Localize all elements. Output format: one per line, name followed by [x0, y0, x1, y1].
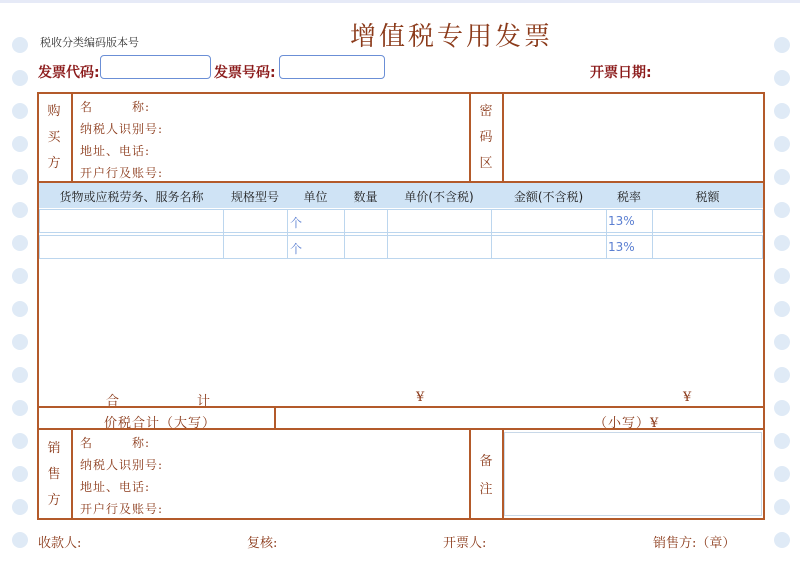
punch-hole: [774, 70, 790, 86]
punch-hole: [774, 235, 790, 251]
col-header-amount: 金额(不含税): [513, 190, 584, 204]
invoice-code-input[interactable]: [100, 55, 211, 79]
punch-hole: [12, 400, 28, 416]
total-tax-symbol: ¥: [683, 390, 693, 405]
col-header-spec: 规格型号: [230, 190, 279, 204]
punch-hole: [774, 400, 790, 416]
punch-hole: [12, 103, 28, 119]
column-separator: [606, 209, 607, 259]
column-separator: [344, 209, 345, 259]
punch-hole: [774, 136, 790, 152]
row-1-unit[interactable]: 个: [290, 216, 303, 230]
total-label-ji: 计: [197, 394, 212, 409]
punch-hole: [12, 433, 28, 449]
punch-hole: [774, 169, 790, 185]
buyer-tax-id-label: 纳税人识别号:: [80, 122, 164, 136]
drawer-label: 开票人:: [443, 536, 487, 551]
punch-hole: [12, 268, 28, 284]
totals-top-rule: [37, 406, 765, 408]
table-row[interactable]: [39, 209, 763, 233]
column-separator: [491, 209, 492, 259]
buyer-bank-label: 开户行及账号:: [80, 166, 164, 180]
punch-hole: [774, 433, 790, 449]
punch-hole: [12, 532, 28, 548]
col-header-qty: 数量: [353, 190, 378, 204]
punch-hole: [774, 268, 790, 284]
issue-date-label: 开票日期:: [590, 65, 652, 81]
payee-label: 收款人:: [38, 536, 82, 551]
total-xiaoxie-label: （小写）¥: [594, 416, 660, 431]
total-daxie-label: 价税合计（大写）: [104, 416, 217, 431]
invoice-number-input[interactable]: [279, 55, 385, 79]
buyer-address-label: 地址、电话:: [80, 144, 151, 158]
row-2-unit[interactable]: 个: [290, 242, 303, 256]
col-header-rate: 税率: [616, 190, 641, 204]
seller-address-label: 地址、电话:: [80, 480, 151, 494]
seller-stamp-label: 销售方:（章）: [653, 536, 736, 551]
punch-hole: [774, 334, 790, 350]
invoice-code-label: 发票代码:: [38, 65, 100, 81]
remarks-left-divider: [469, 428, 471, 520]
invoice-title: 增值税专用发票: [350, 22, 554, 52]
seller-tax-id-label: 纳税人识别号:: [80, 458, 164, 472]
punch-hole: [774, 466, 790, 482]
cipher-right-divider: [502, 92, 504, 182]
punch-hole: [12, 235, 28, 251]
col-header-name: 货物或应税劳务、服务名称: [59, 190, 204, 204]
punch-hole: [12, 367, 28, 383]
seller-bank-label: 开户行及账号:: [80, 502, 164, 516]
column-separator: [223, 209, 224, 259]
column-separator: [387, 209, 388, 259]
tax-version-label: 税收分类编码版本号: [40, 36, 139, 49]
row-1-rate[interactable]: 13%: [608, 214, 635, 228]
buyer-label-divider: [71, 92, 73, 182]
col-header-unit: 单位: [303, 190, 328, 204]
punch-hole: [12, 136, 28, 152]
reviewer-label: 复核:: [247, 536, 278, 551]
col-header-tax: 税额: [695, 190, 720, 204]
punch-hole: [774, 499, 790, 515]
col-header-price: 单价(不含税): [404, 190, 474, 204]
punch-hole: [774, 37, 790, 53]
cipher-left-divider: [469, 92, 471, 182]
punch-hole: [12, 202, 28, 218]
punch-hole: [12, 334, 28, 350]
buyer-name-label: 名 称:: [80, 100, 151, 114]
punch-hole: [12, 169, 28, 185]
punch-hole: [12, 466, 28, 482]
punch-hole: [774, 532, 790, 548]
punch-hole: [774, 301, 790, 317]
column-separator: [652, 209, 653, 259]
punch-hole: [774, 103, 790, 119]
table-row[interactable]: [39, 235, 763, 259]
punch-hole: [774, 367, 790, 383]
column-separator: [287, 209, 288, 259]
punch-hole: [12, 301, 28, 317]
top-border: [0, 0, 800, 3]
total-divider: [274, 406, 276, 430]
row-2-rate[interactable]: 13%: [608, 240, 635, 254]
total-label-he: 合: [106, 394, 121, 409]
remarks-input[interactable]: [504, 432, 762, 516]
punch-hole: [774, 202, 790, 218]
seller-name-label: 名 称:: [80, 436, 151, 450]
invoice-number-label: 发票号码:: [214, 65, 276, 81]
punch-hole: [12, 37, 28, 53]
seller-label-divider: [71, 428, 73, 520]
punch-hole: [12, 499, 28, 515]
punch-hole: [12, 70, 28, 86]
total-amount-symbol: ¥: [416, 390, 426, 405]
